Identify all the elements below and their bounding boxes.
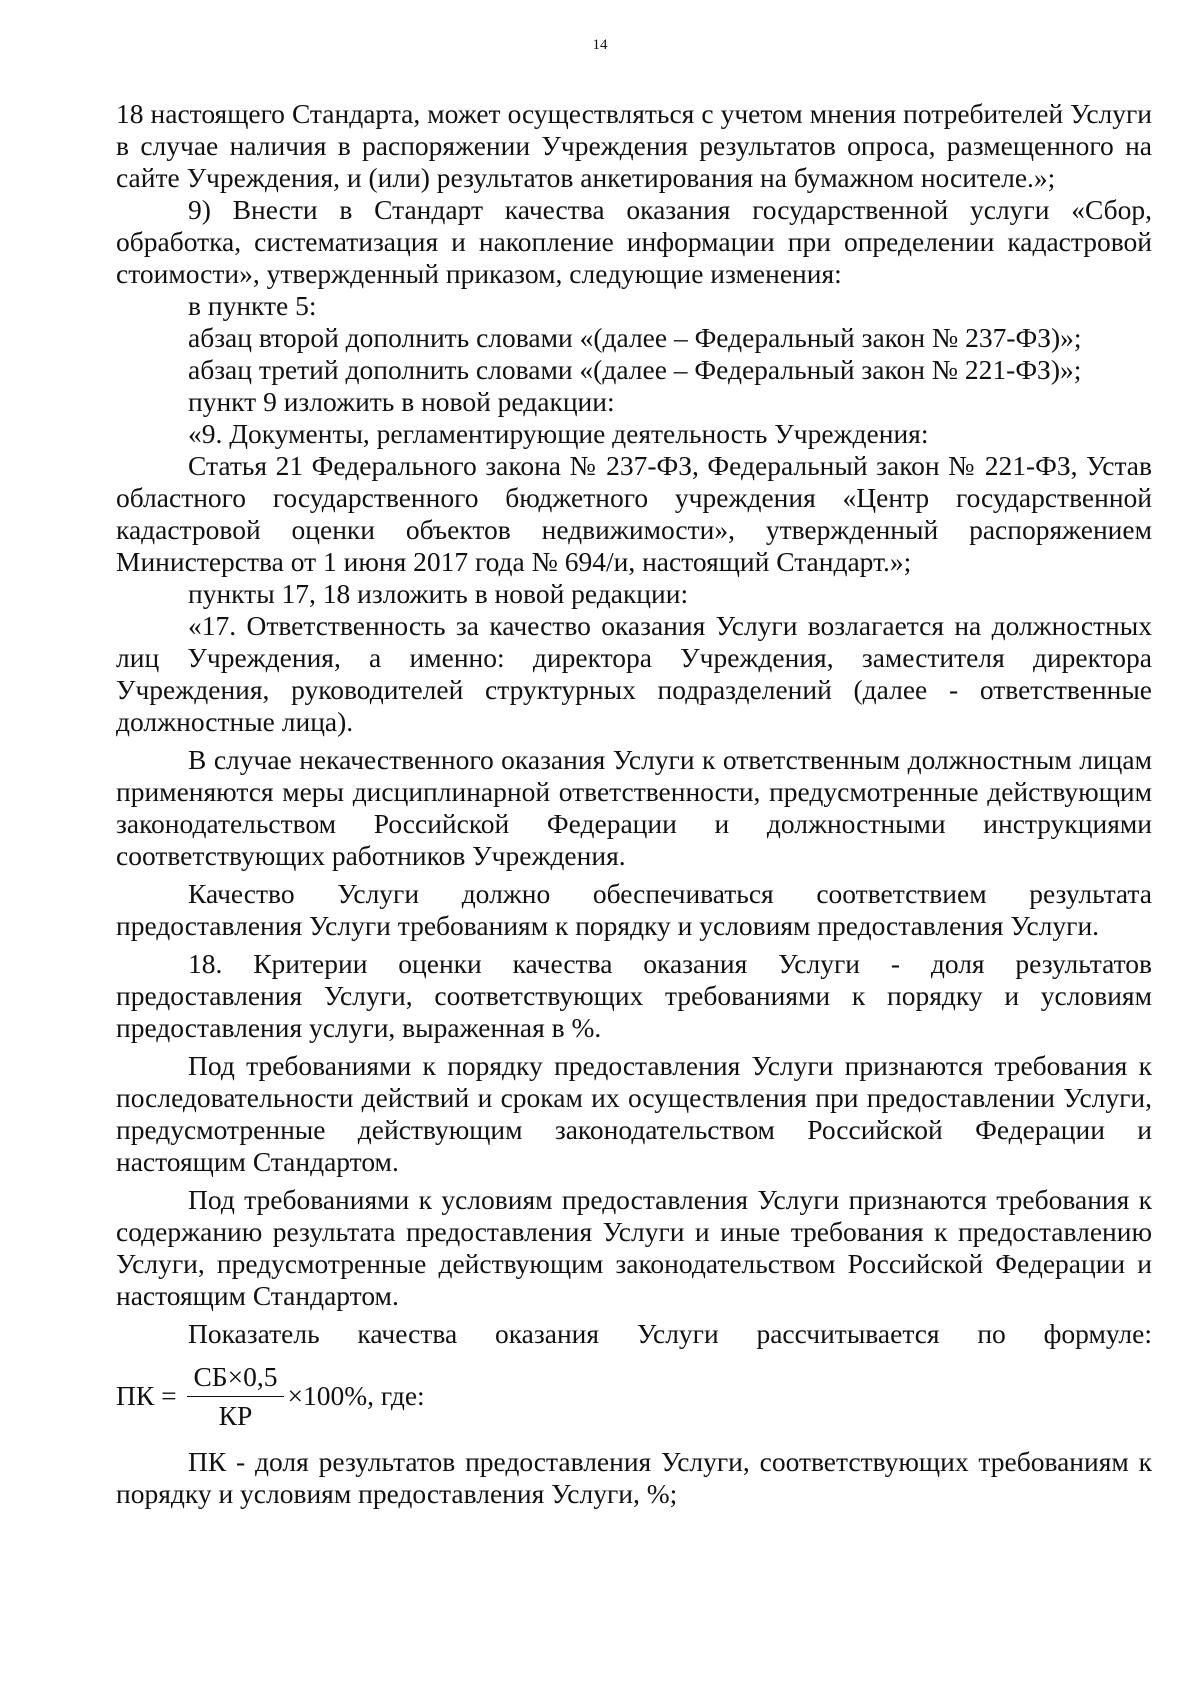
formula-fraction xyxy=(187,1358,283,1435)
paragraph-point-9-new: пункт 9 изложить в новой редакции: xyxy=(188,386,615,417)
paragraph-17-responsibility: «17. Ответственность за качество оказания Услуги возлагается на должностных лиц Учреждения, а именно: директора Учреждения, заместителя директора Учреждения, руководителей структурных подразделений (далее - ответственные должностные лица). xyxy=(116,610,1152,737)
page-number: 14 xyxy=(592,37,608,53)
quality-formula xyxy=(116,1352,1152,1440)
paragraph-continuation: 18 настоящего Стандарта, может осуществляться с учетом мнения потребителей Услуги в случае наличия в распоряжении Учреждения результатов опроса, размещенного на сайте Учреждения, и (или) результатов анкетирования на бумажном носителе.»; xyxy=(116,98,1152,193)
paragraph-point-5: в пункте 5: xyxy=(188,290,317,321)
formula-denominator: КР xyxy=(218,1399,253,1431)
paragraph-quality: Качество Услуги должно обеспечиваться соответствием результата предоставления Услуги требованиям к порядку и условиям предоставления Услуги. xyxy=(116,878,1152,941)
paragraph-documents-heading: «9. Документы, регламентирующие деятельность Учреждения: xyxy=(188,418,929,449)
formula-numerator: СБ×0,5 xyxy=(187,1358,283,1397)
formula-lhs: ПК = xyxy=(116,1380,184,1411)
paragraph-indicator-formula-intro: Показатель качества оказания Услуги рассчитывается по формуле: xyxy=(188,1318,1152,1349)
paragraph-18-criteria: 18. Критерии оценки качества оказания Услуги - доля результатов предоставления Услуги, соответствующих требованиями к порядку и условиям предоставления услуги, выраженная в %. xyxy=(116,948,1152,1043)
paragraph-disciplinary: В случае некачественного оказания Услуги к ответственным должностным лицам применяются меры дисциплинарной ответственности, предусмотренные действующим законодательством Российской Федерации и должностными инструкциями соответствующих работников Учреждения. xyxy=(116,744,1152,871)
paragraph-documents-list: Статья 21 Федерального закона № 237-ФЗ, Федеральный закон № 221-ФЗ, Устав областного государственного бюджетного учреждения «Центр государственной кадастровой оценки объектов недвижимости», утвержденный распоряжением Министерства от 1 июня 2017 года № 694/и, настоящий Стандарт.»; xyxy=(116,450,1152,577)
paragraph-pk-definition: ПК - доля результатов предоставления Услуги, соответствующих требованиям к порядку и условиям предоставления Услуги, %; xyxy=(116,1446,1152,1509)
paragraph-item-9: 9) Внести в Стандарт качества оказания государственной услуги «Сбор, обработка, систематизация и накопление информации при определении кадастровой стоимости», утвержденный приказом, следующие изменения: xyxy=(116,194,1152,289)
paragraph-condition-requirements: Под требованиями к условиям предоставления Услуги признаются требования к содержанию результата предоставления Услуги и иные требования к предоставлению Услуги, предусмотренные действующим законодательством Российской Федерации и настоящим Стандартом. xyxy=(116,1184,1152,1311)
paragraph-abzac-second: абзац второй дополнить словами «(далее – Федеральный закон № 237-ФЗ)»; xyxy=(188,322,1082,353)
paragraph-order-requirements: Под требованиями к порядку предоставления Услуги признаются требования к последовательности действий и срокам их осуществления при предоставлении Услуги, предусмотренные действующим законодательством Российской Федерации и настоящим Стандартом. xyxy=(116,1050,1152,1177)
document-body xyxy=(116,98,1152,1510)
paragraph-points-17-18: пункты 17, 18 изложить в новой редакции: xyxy=(188,578,689,609)
paragraph-abzac-third: абзац третий дополнить словами «(далее – Федеральный закон № 221-ФЗ)»; xyxy=(188,354,1082,385)
formula-rhs: ×100%, где: xyxy=(287,1380,425,1411)
